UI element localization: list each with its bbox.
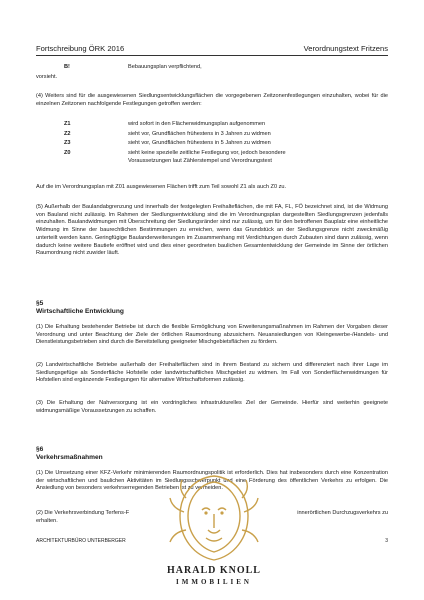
paragraph-4 — [36, 93, 388, 108]
section-title: Wirtschaftliche Entwicklung — [36, 308, 124, 316]
section-6-p2-end: erhalten. — [36, 517, 58, 524]
section-number: §6 — [36, 446, 44, 453]
zone-desc: sieht vor, Grundflächen frühestens in 3 Jahren zu widmen — [128, 130, 271, 137]
zone-row — [36, 140, 388, 148]
watermark-line1: HARALD KNOLL — [167, 565, 261, 576]
intro-row — [36, 64, 388, 72]
zone-code: Z1 — [64, 121, 71, 127]
section-5-p1 — [36, 324, 388, 347]
zone-code: Z0 — [64, 150, 71, 157]
paragraph-4-note — [36, 184, 388, 192]
section-title: Verkehrsmaßnahmen — [36, 454, 103, 462]
section-5-p1-text: (1) Die Erhaltung bestehender Betriebe ist durch die flexible Ermöglichung von Erweiterungsmaßnahmen im Rahmen der Vorgaben dieser Verordnung und unter Beachtung der Ziele der örtlichen Raumordnung abzusichern. Neuansiedlungen von Kleingewerbe-/Handels- und Dienstleistungsbetrieben sind durch die Bereitstellung geeigneter Mischgebietsflächen zu fördern. — [36, 324, 388, 346]
paragraph-5 — [36, 204, 388, 258]
zone-code: Z2 — [64, 130, 71, 137]
zone-row — [36, 121, 388, 129]
section-6-p1-text: (1) Die Umsetzung einer KFZ-Verkehr minimierenden Raumordnungspolitik ist erforderlich. Dies hat insbesonders durch eine Konzentration der wirtschaftlichen und baulichen Aktivitäten im Siedlungsschwerpunkt und eine Förderung des öffentlichen Verkehrs zu erfolgen. Die Ansiedlung von besonders verkehrserregenden Betrieben ist zu vermeiden. — [36, 470, 388, 492]
header-left: Fortschreibung ÖRK 2016 — [36, 44, 125, 53]
section-number: §5 — [36, 300, 44, 307]
zone-desc: sieht keine spezielle zeitliche Festlegung vor, jedoch besondere Voraussetzungen laut Zählerstempel und Verordnungstext — [128, 150, 286, 164]
header-right: Verordnungstext Fritzens — [303, 44, 388, 53]
section-6-heading — [36, 446, 388, 463]
page-number: 3 — [385, 538, 388, 544]
section-5-p3-text: (3) Die Erhaltung der Nahversorgung ist ein vordringliches infrastrukturelles Ziel der Gemeinde. Hierfür sind weiterhin geeignete widmungsmäßige Voraussetzungen zu schaffen. — [36, 400, 388, 414]
section-5-heading — [36, 300, 388, 317]
intro-block — [36, 64, 388, 81]
intro-code: B! — [64, 64, 70, 70]
section-5-p2 — [36, 362, 388, 385]
section-6-p2-left: (2) Die Verkehrsverbindung Terfens-F — [36, 510, 130, 516]
zone-desc: sieht vor, Grundflächen frühestens in 5 Jahren zu widmen — [128, 140, 271, 147]
page-footer — [36, 538, 388, 544]
zone-desc: wird sofort in den Flächenwidmungsplan aufgenommen — [128, 121, 266, 127]
footer-left: ARCHITEKTURBÜRO UNTERBERGER — [36, 538, 126, 544]
watermark-line2: IMMOBILIEN — [176, 578, 252, 586]
zone-row — [36, 150, 388, 165]
paragraph-4-text: (4) Weiters sind für die ausgewiesenen Siedlungsentwicklungsflächen die vorgegebenen Zeitzonenfestlegungen einzuhalten, wobei für die einzelnen Zeitzonen nachfolgende Festlegungen getroffen werden: — [36, 93, 388, 107]
intro-desc: Bebauungsplan verpflichtend, — [128, 64, 202, 70]
header-rule — [36, 55, 388, 56]
section-5-p3 — [36, 400, 388, 415]
intro-cont: vorsieht. — [36, 73, 58, 80]
zone-code: Z3 — [64, 140, 71, 147]
section-5-p2-text: (2) Landwirtschaftliche Betriebe außerhalb der Freihalteflächen sind in ihrem Bestand zu sichern und differenziert nach ihrer Lage im Siedlungsgefüge als Sonderfläche Hofstelle oder landwirtschaftliches Mischgebiet zu widmen. Im Fall von Sonderflächenwidmungen für Hofstellen sind ergänzende Festlegungen für alternative Wirtschaftsformen zulässig. — [36, 362, 388, 384]
zone-list — [36, 121, 388, 166]
section-6-p2-right: innerörtlichen Durchzugsverkehrs zu — [297, 510, 388, 516]
paragraph-5-text: (5) Außerhalb der Baulandabgrenzung und innerhalb der festgelegten Freihalteflächen, die mit FA, FL, FÖ bezeichnet sind, ist die Widmung von Bauland nicht zulässig. Im Rahmen der Siedlungsentwicklung sind die im Verordnungsplan dargestellten Siedlungsgrenzen jedenfalls einzuhalten. Baulandwidmungen mit Überschreitung der Siedlungsränder sind nur zulässig, um für den betroffenen Bauplatz eine einheitliche Widmung im Sinne der baurechtlichen Bestimmungen zu erreichen, wenn das Grundstück an der Siedlungsgrenze nicht zweckmäßig unterteilt werden kann. Geringfügige Baulanderweiterungen im Zusammenhang mit Verdichtungen durch Zubauten sind dann zulässig, wenn dadurch keine weitere Bautiefe eröffnet wird und dies einer geordneten baulichen Gesamtentwicklung der Gemeinde im Sinne der örtlichen Raumordnung nicht zuwider läuft. — [36, 204, 388, 257]
zone-row — [36, 131, 388, 139]
note-text: Auf die im Verordnungsplan mit Z01 ausgewiesenen Flächen trifft zum Teil sowohl Z1 als auch Z0 zu. — [36, 184, 287, 190]
